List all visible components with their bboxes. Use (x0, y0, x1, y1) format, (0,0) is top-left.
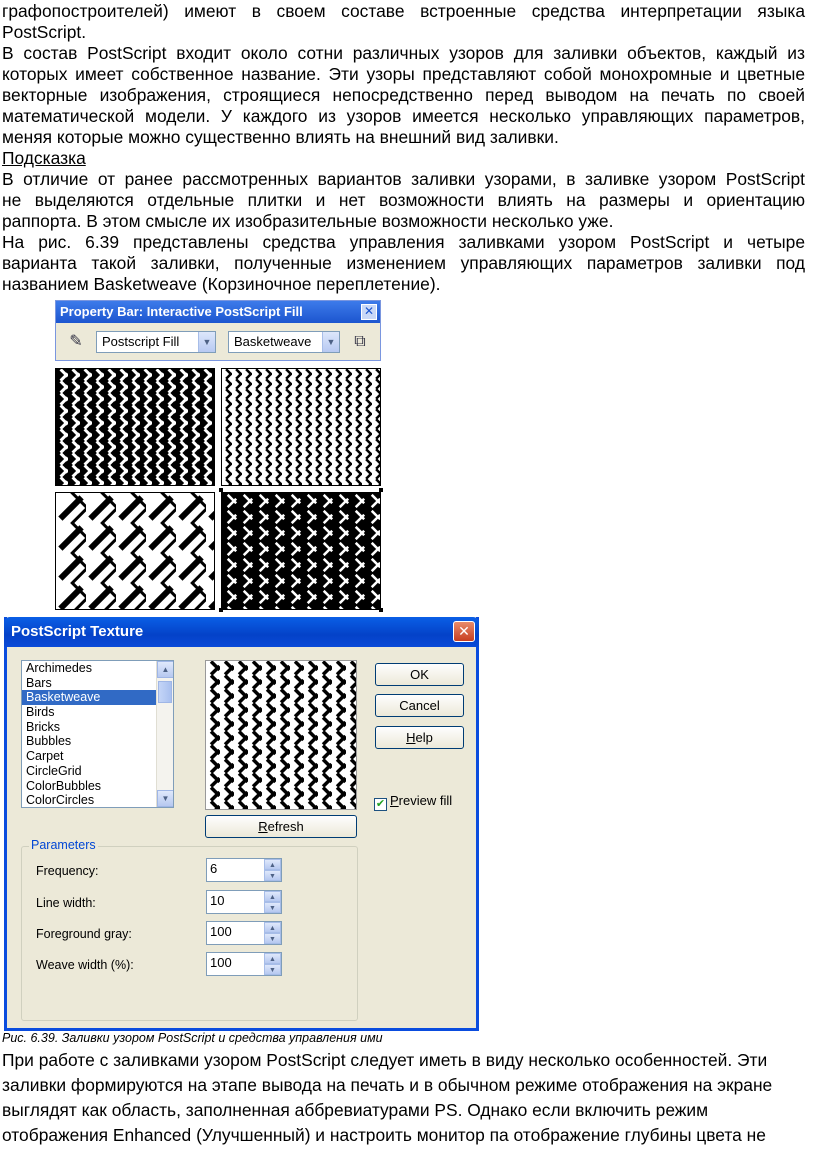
line-width-spinbox[interactable]: 10 ▲ ▼ (206, 890, 282, 914)
weave-width-spinbox[interactable]: 100 ▲ ▼ (206, 952, 282, 976)
paragraph-intro (2, 1, 805, 295)
refresh-button[interactable]: Refresh (205, 815, 357, 838)
spin-up-icon[interactable]: ▲ (264, 859, 281, 870)
text-line: выглядят как область, заполненная аббревиатурами PS. Однако если включить режим (2, 1100, 709, 1120)
selection-handle[interactable] (219, 488, 223, 492)
cancel-button[interactable]: Cancel (375, 694, 464, 717)
spin-down-icon[interactable]: ▼ (264, 870, 281, 881)
pattern-tile-wide-light (55, 492, 215, 610)
ok-button[interactable]: OK (375, 663, 464, 686)
spin-down-icon[interactable]: ▼ (264, 902, 281, 913)
text-line: не выделяются отдельные плитки и нет возможности влиять на размеры и ориентацию (2, 190, 805, 210)
list-item[interactable]: ColorCircles (26, 793, 95, 808)
chevron-down-icon[interactable]: ▼ (157, 790, 174, 807)
text-line: векторные изображения, строящиеся непосредственно перед выводом на печать по своей (2, 85, 805, 105)
postscript-texture-dialog (4, 617, 479, 1031)
pattern-tile-fine-light (221, 368, 381, 486)
list-item[interactable]: Birds (26, 705, 55, 720)
preview-fill-checkbox[interactable]: ✔ Preview fill (375, 793, 453, 810)
edit-fill-icon[interactable]: ⧉ (354, 333, 366, 350)
chevron-up-icon[interactable]: ▲ (157, 661, 174, 678)
spin-down-icon[interactable]: ▼ (264, 933, 281, 944)
param-label: Foreground gray: (36, 927, 132, 941)
texture-list[interactable] (21, 660, 174, 808)
figure-caption: Рис. 6.39. Заливки узором PostScript и средства управления ими (2, 1031, 383, 1045)
parameters-label: Parameters (31, 838, 96, 852)
list-item[interactable]: Archimedes (26, 661, 92, 675)
scrollbar-thumb[interactable] (158, 681, 172, 703)
pattern-value: Basketweave (234, 334, 312, 349)
text-line: названием Basketweave (Корзиночное переплетение). (2, 274, 441, 294)
spin-up-icon[interactable]: ▲ (264, 922, 281, 933)
parameters-group (21, 838, 358, 1021)
list-item[interactable]: Carpet (26, 749, 64, 764)
close-icon[interactable]: ✕ (361, 304, 377, 320)
text-line: PostScript. (2, 22, 87, 42)
paragraph-bottom (2, 1048, 805, 1148)
hint-heading: Подсказка (2, 148, 86, 168)
checkmark-icon[interactable]: ✔ (375, 798, 386, 810)
text-line: которых имеет собственное название. Эти узоры представляют собой монохромные и цветные (2, 64, 805, 84)
param-label: Weave width (%): (36, 958, 134, 972)
pattern-tile-medium-dark (221, 492, 381, 610)
help-button[interactable]: Help (375, 726, 464, 749)
text-line: раппорта. В этом смысле их изобразительные возможности несколько уже. (2, 211, 614, 231)
pattern-tile-fine-dark (55, 368, 215, 486)
param-label: Frequency: (36, 864, 99, 878)
spin-up-icon[interactable]: ▲ (264, 953, 281, 964)
list-item[interactable]: Bricks (26, 719, 61, 734)
selection-handle[interactable] (219, 608, 223, 612)
dialog-title: PostScript Texture (11, 623, 144, 640)
chevron-down-icon[interactable]: ▼ (322, 332, 339, 352)
spin-down-icon[interactable]: ▼ (264, 964, 281, 975)
chevron-down-icon[interactable]: ▼ (198, 332, 215, 352)
spin-up-icon[interactable]: ▲ (264, 891, 281, 902)
text-line: При работе с заливками узором PostScript следует иметь в виду несколько особенностей. Эти (2, 1050, 768, 1070)
property-bar-window (55, 300, 381, 361)
list-item[interactable]: CircleGrid (26, 763, 82, 778)
text-line: отображения Enhanced (Улучшенный) и настроить монитор па отображение глубины цвета не (2, 1125, 766, 1145)
list-item-selected[interactable]: Basketweave (22, 690, 173, 705)
text-line: графопостроителей) имеют в своем составе встроенные средства интерпретации языка (2, 1, 805, 21)
frequency-spinbox[interactable]: 6 ▲ ▼ (206, 858, 282, 882)
text-line: На рис. 6.39 представлены средства управления заливками узором PostScript и четыре (2, 232, 805, 252)
list-item[interactable]: ColorBubbles (26, 778, 102, 793)
text-line: варианта такой заливки, полученные изменением управляющих параметров заливки под (2, 253, 805, 273)
texture-preview (205, 660, 357, 810)
pattern-select[interactable] (228, 331, 340, 353)
selection-handle[interactable] (379, 488, 383, 492)
list-item[interactable]: Bubbles (26, 734, 72, 749)
property-bar-titlebar[interactable] (56, 301, 380, 323)
list-scrollbar[interactable] (156, 661, 173, 807)
dialog-titlebar[interactable] (4, 617, 479, 647)
text-line: математической модели. У каждого из узоров имеется несколько управляющих параметров, (2, 106, 805, 126)
text-line: В состав PostScript входит около сотни различных узоров для заливки объектов, каждый из (2, 43, 805, 63)
list-item[interactable]: Bars (26, 675, 52, 690)
property-bar-title: Property Bar: Interactive PostScript Fill (60, 304, 303, 319)
close-icon[interactable]: ✕ (453, 621, 475, 642)
fill-type-select[interactable] (96, 331, 216, 353)
text-line: заливки формируются на этапе вывода на печать и в обычном режиме отображения на экране (2, 1075, 773, 1095)
fill-type-value: Postscript Fill (102, 334, 180, 349)
selection-handle[interactable] (379, 608, 383, 612)
text-line: меняя которые можно существенно влиять на внешний вид заливки. (2, 127, 559, 147)
text-line: В отличие от ранее рассмотренных вариантов заливки узорами, в заливке узором PostScript (2, 169, 805, 189)
foreground-gray-spinbox[interactable]: 100 ▲ ▼ (206, 921, 282, 945)
fill-tool-icon[interactable]: ✎ (69, 333, 83, 350)
param-label: Line width: (36, 896, 96, 910)
